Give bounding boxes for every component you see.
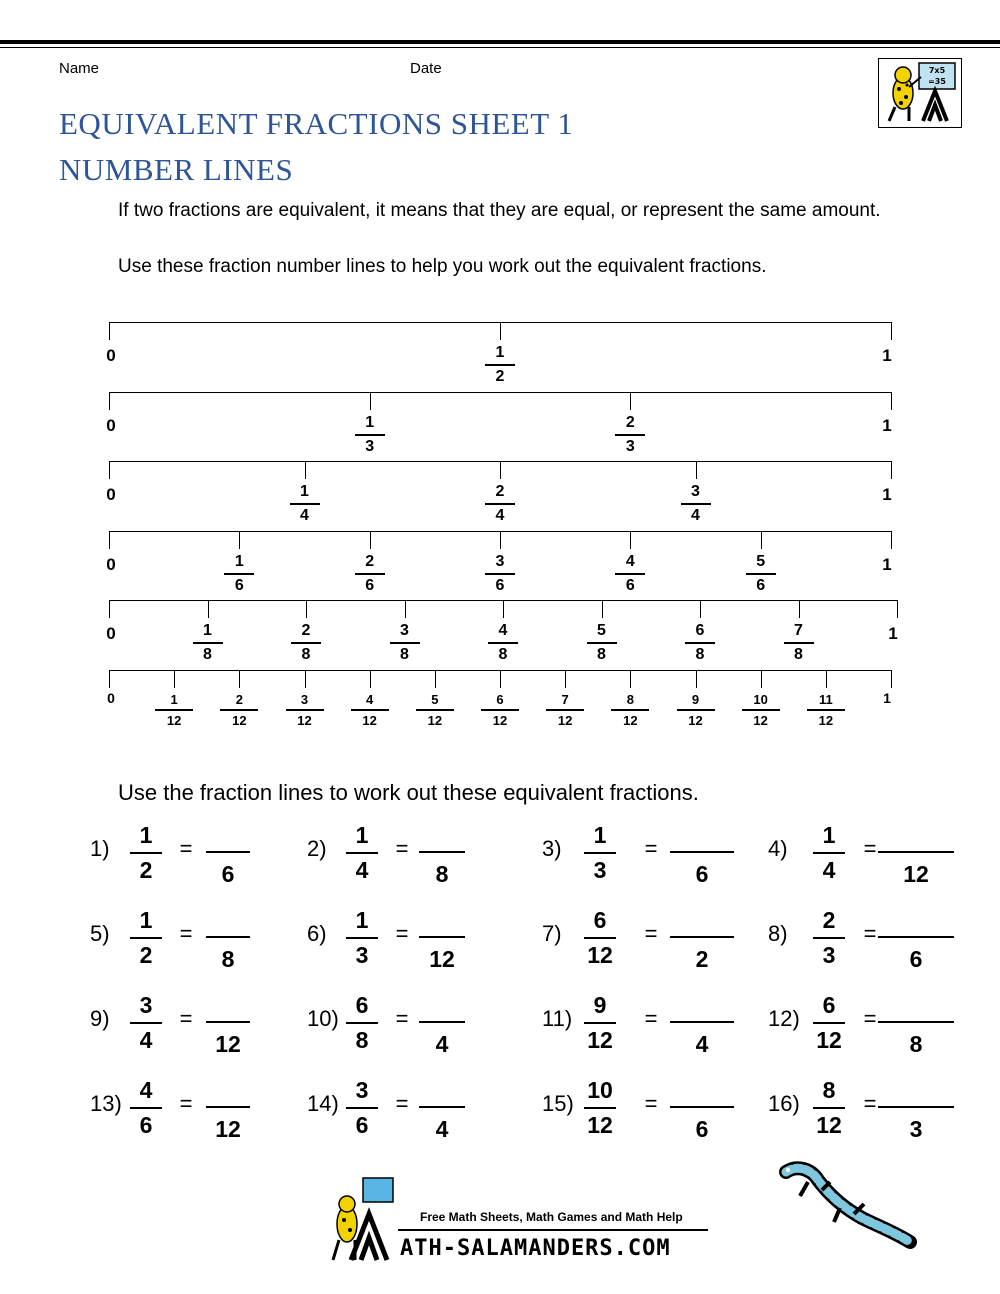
equals-sign: =: [644, 1091, 658, 1116]
answer-blank[interactable]: 8: [419, 851, 465, 888]
number-line-fraction: 8 12: [611, 692, 649, 728]
problem-fraction: 1 2: [130, 907, 162, 969]
problem-number: 12): [768, 1006, 800, 1031]
number-line-fraction: 2 12: [220, 692, 258, 728]
problem-number: 6): [307, 921, 327, 946]
equals-sign: =: [179, 1006, 193, 1031]
problem-fraction: 4 6: [130, 1077, 162, 1139]
problem-fraction: 1 3: [346, 907, 378, 969]
intro-line-2: Use these fraction number lines to help you work out the equivalent fractions.: [118, 256, 767, 277]
equals-sign: =: [863, 921, 877, 946]
number-line-one: 1: [882, 555, 892, 574]
number-line-fraction: 1 8: [193, 622, 223, 664]
answer-blank[interactable]: 8: [878, 1021, 954, 1058]
problem-number: 9): [90, 1006, 110, 1031]
problem-number: 8): [768, 921, 788, 946]
problem-fraction: 1 2: [130, 822, 162, 884]
number-line-fraction: 2 6: [355, 553, 385, 595]
equals-sign: =: [863, 1006, 877, 1031]
number-line-fraction: 4 12: [351, 692, 389, 728]
answer-blank[interactable]: 6: [878, 936, 954, 973]
problem-fraction: 1 4: [346, 822, 378, 884]
number-line-fraction: 2 4: [485, 483, 515, 525]
footer-tagline: Free Math Sheets, Math Games and Math Help: [420, 1210, 683, 1224]
answer-blank[interactable]: 6: [670, 1106, 734, 1143]
problem-number: 10): [307, 1006, 339, 1031]
equals-sign: =: [395, 921, 409, 946]
problem-number: 4): [768, 836, 788, 861]
equals-sign: =: [395, 836, 409, 861]
answer-blank[interactable]: 6: [206, 851, 250, 888]
date-label: Date: [410, 60, 442, 77]
problem-fraction: 6 8: [346, 992, 378, 1054]
problem-number: 15): [542, 1091, 574, 1116]
answer-blank[interactable]: 4: [419, 1106, 465, 1143]
equals-sign: =: [644, 1006, 658, 1031]
problem-number: 13): [90, 1091, 122, 1116]
problem-number: 3): [542, 836, 562, 861]
number-line-fraction: 4 6: [615, 553, 645, 595]
intro-line-1: If two fractions are equivalent, it means that they are equal, or represent the same amount.: [118, 200, 881, 221]
problem-number: 1): [90, 836, 110, 861]
problem-number: 2): [307, 836, 327, 861]
answer-blank[interactable]: 6: [670, 851, 734, 888]
number-line-fraction: 1 12: [155, 692, 193, 728]
number-line-zero: 0: [107, 690, 115, 706]
number-line-fraction: 6 8: [685, 622, 715, 664]
problem-fraction: 3 6: [346, 1077, 378, 1139]
salamander-illustration: [778, 1160, 918, 1255]
equals-sign: =: [395, 1006, 409, 1031]
problem-fraction: 1 4: [813, 822, 845, 884]
number-line-fraction: 2 8: [291, 622, 321, 664]
equals-sign: =: [863, 836, 877, 861]
answer-blank[interactable]: 12: [206, 1021, 250, 1058]
page-title: EQUIVALENT FRACTIONS SHEET 1: [59, 106, 574, 141]
number-line-fraction: 3 6: [485, 553, 515, 595]
footer-logo: [325, 1174, 405, 1269]
problem-fraction: 9 12: [584, 992, 616, 1054]
number-line-one: 1: [883, 690, 891, 706]
problem-fraction: 8 12: [813, 1077, 845, 1139]
number-line-fraction: 2 3: [615, 414, 645, 456]
problem-fraction: 2 3: [813, 907, 845, 969]
number-line-zero: 0: [106, 346, 116, 365]
number-line-fraction: 5 8: [587, 622, 617, 664]
name-label: Name: [59, 60, 100, 77]
number-line-fraction: 1 3: [355, 414, 385, 456]
problem-number: 14): [307, 1091, 339, 1116]
answer-blank[interactable]: 4: [670, 1021, 734, 1058]
equals-sign: =: [863, 1091, 877, 1116]
number-line-one: 1: [882, 485, 892, 504]
problem-fraction: 3 4: [130, 992, 162, 1054]
problems-instructions: Use the fraction lines to work out these equivalent fractions.: [118, 780, 699, 805]
number-line-fraction: 7 8: [784, 622, 814, 664]
number-line-fraction: 10 12: [742, 692, 780, 728]
number-line-fraction: 3 12: [286, 692, 324, 728]
number-line-zero: 0: [106, 485, 116, 504]
number-line-zero: 0: [106, 416, 116, 435]
equals-sign: =: [179, 836, 193, 861]
problem-number: 7): [542, 921, 562, 946]
problem-number: 11): [542, 1006, 573, 1031]
problem-fraction: 1 3: [584, 822, 616, 884]
number-line-fraction: 6 12: [481, 692, 519, 728]
number-line-one: 1: [882, 416, 892, 435]
answer-blank[interactable]: 4: [419, 1021, 465, 1058]
number-line-fraction: 7 12: [546, 692, 584, 728]
number-line-zero: 0: [106, 624, 116, 643]
number-line-one: 1: [888, 624, 898, 643]
number-line-fraction: 4 8: [488, 622, 518, 664]
problem-fraction: 10 12: [584, 1077, 616, 1139]
number-line-one: 1: [882, 346, 892, 365]
footer-site-name: ATH-SALAMANDERS.COM: [400, 1236, 671, 1261]
number-line-fraction: 3 8: [390, 622, 420, 664]
number-line-fraction: 1 6: [224, 553, 254, 595]
number-line-fraction: 1 2: [485, 344, 515, 386]
problem-number: 5): [90, 921, 110, 946]
number-line-fraction: 5 12: [416, 692, 454, 728]
equals-sign: =: [179, 1091, 193, 1116]
answer-blank[interactable]: 3: [878, 1106, 954, 1143]
problem-fraction: 6 12: [813, 992, 845, 1054]
answer-blank[interactable]: 2: [670, 936, 734, 973]
problem-number: 16): [768, 1091, 800, 1116]
equals-sign: =: [395, 1091, 409, 1116]
equals-sign: =: [179, 921, 193, 946]
equals-sign: =: [644, 836, 658, 861]
answer-blank[interactable]: 12: [878, 851, 954, 888]
answer-blank[interactable]: 12: [206, 1106, 250, 1143]
equals-sign: =: [644, 921, 658, 946]
svg-text:7x5: 7x5: [928, 66, 946, 75]
number-line-fraction: 9 12: [677, 692, 715, 728]
number-line-fraction: 3 4: [681, 483, 711, 525]
answer-blank[interactable]: 12: [419, 936, 465, 973]
number-line-fraction: 11 12: [807, 692, 845, 728]
svg-text:=35: =35: [928, 77, 946, 86]
number-line-zero: 0: [106, 555, 116, 574]
number-line-fraction: 1 4: [290, 483, 320, 525]
page-subtitle: NUMBER LINES: [59, 152, 294, 187]
answer-blank[interactable]: 8: [206, 936, 250, 973]
problem-fraction: 6 12: [584, 907, 616, 969]
footer-divider: [398, 1229, 708, 1231]
number-line-fraction: 5 6: [746, 553, 776, 595]
